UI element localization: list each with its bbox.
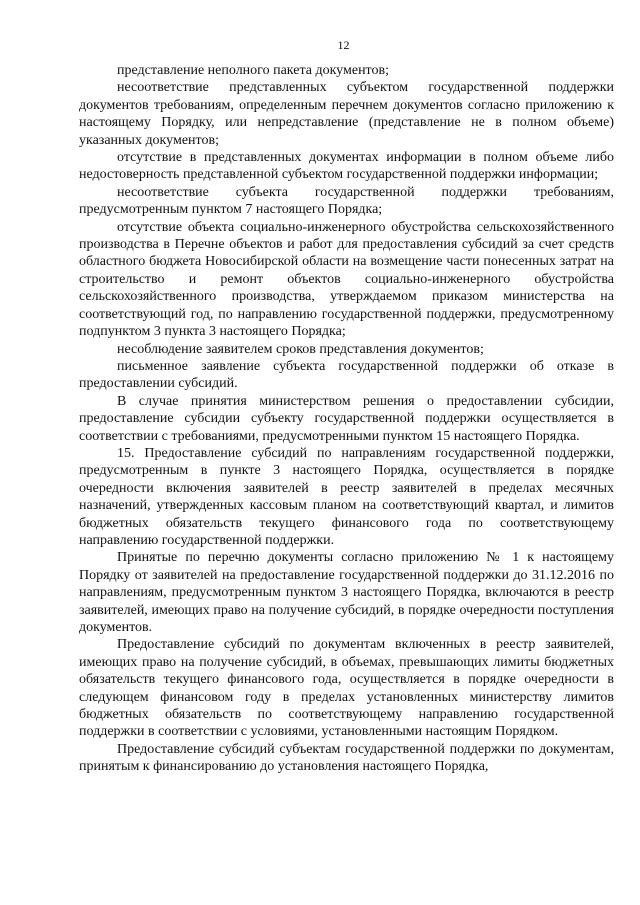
paragraph: Принятые по перечню документы согласно приложению № 1 к настоящему Порядку от заявителей на предоставление государственной поддержки до 31.12.2016 по направлениям, предусмотренным пунктом 3 настоящего Порядка, включаются в реестр заявителей, имеющих право на получение субсидий, в порядке очередности поступления документов. — [79, 550, 614, 635]
paragraph: письменное заявление субъекта государственной поддержки об отказе в предоставлении субсидий. — [79, 358, 614, 392]
paragraph: несоответствие субъекта государственной поддержки требованиям, предусмотренным пунктом 7 настоящего Порядка; — [79, 184, 614, 218]
paragraph: Предоставление субсидий субъектам государственной поддержки по документам, принятым к финансированию до установления настоящего Порядка, — [79, 741, 614, 775]
paragraph: представление неполного пакета документов; — [117, 63, 389, 78]
page-number: 12 — [337, 38, 350, 52]
paragraph: отсутствие в представленных документах информации в полном объеме либо недостоверность представленной субъектом государственной поддержки информации; — [79, 150, 614, 183]
paragraph: несоблюдение заявителем сроков представления документов; — [117, 341, 484, 357]
paragraph: несоответствие представленных субъектом государственной поддержки документов требованиям, определенным перечнем документов согласно приложению к настоящему Порядку, или непредставление (представление не в полном объеме) указанных документов; — [79, 80, 614, 148]
paragraph: 15. Предоставление субсидий по направлениям государственной поддержки, предусмотренным в пункте 3 настоящего Порядка, осуществляется в порядке очередности включения заявителей в реестр заявителей в пределах месячных назначений, утвержденных кассовым планом на соответствующий квартал, и лимитов бюджетных обязательств текущего финансового года по соответствующему направлению государственной поддержки. — [79, 445, 614, 548]
document-body — [79, 62, 614, 776]
paragraph: Предоставление субсидий по документам включенных в реестр заявителей, имеющих право на получение субсидий, в объемах, превышающих лимиты бюджетных обязательств текущего финансового года, осуществляется в порядке очередности в следующем финансовом году в пределах установленных министерству лимитов бюджетных обязательств по соответствующему направлению государственной поддержки в соответствии с условиями, установленными настоящим Порядком. — [79, 637, 614, 740]
paragraph: В случае принятия министерством решения о предоставлении субсидии, предоставление субсидии субъекту государственной поддержки осуществляется в соответствии с требованиями, предусмотренными пунктом 15 настоящего Порядка. — [79, 393, 614, 444]
paragraph: отсутствие объекта социально-инженерного обустройства сельскохозяйственного производства в Перечне объектов и работ для предоставления субсидий за счет средств областного бюджета Новосибирской области на возмещение части понесенных затрат на строительство и ремонт объектов социально-инженерного обустройства сельскохозяйственного производства, утверждаемом приказом министерства на соответствующий год, по направлению государственной поддержки, предусмотренному подпунктом 3 пункта 3 настоящего Порядка; — [79, 219, 614, 340]
